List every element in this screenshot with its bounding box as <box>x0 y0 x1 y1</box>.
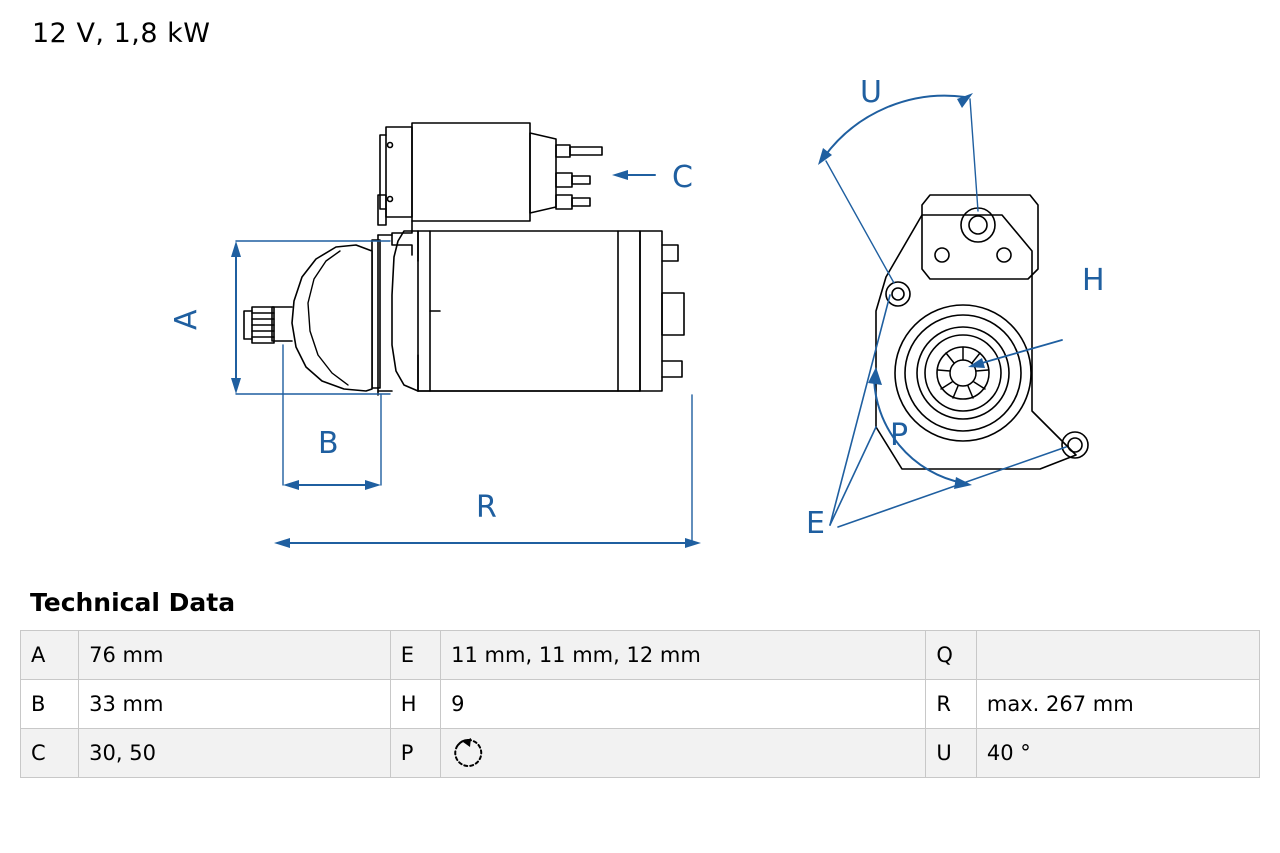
pinion-shaft-base <box>272 307 292 341</box>
housing-tab-mid <box>662 293 684 335</box>
cell-key-b: B <box>21 680 79 729</box>
housing-tab-top <box>662 245 678 261</box>
cell-value-p <box>441 729 926 778</box>
dimension-r <box>274 395 701 548</box>
technical-data-heading: Technical Data <box>30 588 236 617</box>
commutator-end-housing <box>640 231 662 391</box>
housing-tab-bottom <box>662 361 682 377</box>
table-row <box>21 729 1260 778</box>
terminal-30 <box>556 145 570 157</box>
label-c: C <box>672 160 693 195</box>
pinion-gear <box>244 307 274 343</box>
drive-end-bracket <box>392 231 418 391</box>
cell-key-a: A <box>21 631 79 680</box>
cell-key-r: R <box>926 680 977 729</box>
cell-value-q <box>976 631 1259 680</box>
rotation-direction-icon <box>451 736 485 770</box>
label-e: E <box>806 506 825 541</box>
label-a: A <box>169 309 204 330</box>
cell-key-c: C <box>21 729 79 778</box>
cell-value-c: 30, 50 <box>79 729 391 778</box>
solenoid-body <box>412 123 530 221</box>
label-b: B <box>318 426 339 461</box>
label-r: R <box>476 490 497 525</box>
callout-c <box>612 170 655 180</box>
drive-nose-cone <box>292 245 372 391</box>
solenoid-rear-cap <box>386 127 412 217</box>
label-u: U <box>860 75 882 110</box>
terminal-50 <box>556 173 572 187</box>
cell-value-b: 33 mm <box>79 680 391 729</box>
technical-data-table <box>20 630 1260 778</box>
cell-value-u: 40 ° <box>976 729 1259 778</box>
cell-key-q: Q <box>926 631 977 680</box>
cell-value-a: 76 mm <box>79 631 391 680</box>
cell-value-h: 9 <box>441 680 926 729</box>
table-row <box>21 680 1260 729</box>
cell-key-e: E <box>390 631 440 680</box>
cell-value-e: 11 mm, 11 mm, 12 mm <box>441 631 926 680</box>
cell-value-r: max. 267 mm <box>976 680 1259 729</box>
solenoid-cap <box>530 133 556 213</box>
table-row <box>21 631 1260 680</box>
label-h: H <box>1082 263 1105 298</box>
motor-housing <box>418 231 640 391</box>
cell-key-p: P <box>390 729 440 778</box>
label-p: P <box>890 418 909 453</box>
technical-drawing <box>0 55 1280 575</box>
cell-key-u: U <box>926 729 977 778</box>
cell-key-h: H <box>390 680 440 729</box>
page-title: 12 V, 1,8 kW <box>32 18 211 49</box>
terminal-aux <box>556 195 572 209</box>
